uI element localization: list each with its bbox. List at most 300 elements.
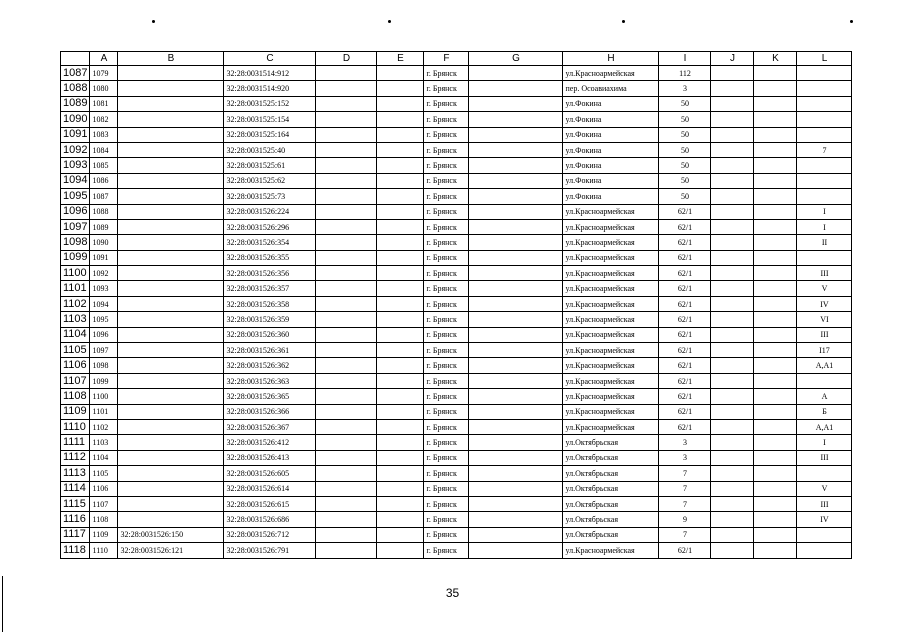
table-cell[interactable]	[377, 419, 424, 434]
table-cell[interactable]: г. Брянск	[424, 512, 469, 527]
table-cell[interactable]	[118, 466, 224, 481]
table-cell[interactable]	[377, 512, 424, 527]
table-cell[interactable]	[316, 112, 377, 127]
row-number-cell[interactable]: 1112	[61, 450, 90, 465]
table-cell[interactable]: ул.Фокина	[563, 142, 659, 157]
table-cell[interactable]: 62/1	[659, 419, 711, 434]
table-cell[interactable]: ул.Октябрьская	[563, 435, 659, 450]
table-cell[interactable]: ул.Красноармейская	[563, 373, 659, 388]
table-cell[interactable]	[754, 358, 797, 373]
table-cell[interactable]: 32:28:0031526:150	[118, 527, 224, 542]
table-cell[interactable]	[711, 527, 754, 542]
table-cell[interactable]: 32:28:0031526:359	[224, 312, 316, 327]
table-cell[interactable]	[118, 496, 224, 511]
table-cell[interactable]: 32:28:0031526:358	[224, 296, 316, 311]
table-cell[interactable]: 1087	[90, 189, 118, 204]
table-cell[interactable]	[469, 373, 563, 388]
table-cell[interactable]	[754, 266, 797, 281]
table-cell[interactable]: г. Брянск	[424, 142, 469, 157]
table-cell[interactable]	[377, 158, 424, 173]
row-number-cell[interactable]: 1111	[61, 435, 90, 450]
table-cell[interactable]	[316, 496, 377, 511]
table-cell[interactable]	[118, 435, 224, 450]
table-cell[interactable]	[118, 142, 224, 157]
table-cell[interactable]	[377, 204, 424, 219]
table-cell[interactable]: г. Брянск	[424, 466, 469, 481]
table-cell[interactable]	[754, 173, 797, 188]
table-cell[interactable]	[797, 127, 852, 142]
table-cell[interactable]: ул.Фокина	[563, 96, 659, 111]
table-cell[interactable]	[754, 343, 797, 358]
table-cell[interactable]	[797, 527, 852, 542]
table-cell[interactable]	[754, 127, 797, 142]
table-cell[interactable]: ул.Красноармейская	[563, 404, 659, 419]
table-cell[interactable]: г. Брянск	[424, 96, 469, 111]
table-cell[interactable]	[118, 358, 224, 373]
table-cell[interactable]	[316, 296, 377, 311]
table-cell[interactable]: г. Брянск	[424, 327, 469, 342]
row-number-cell[interactable]: 1095	[61, 189, 90, 204]
table-cell[interactable]: г. Брянск	[424, 173, 469, 188]
table-cell[interactable]: 1080	[90, 81, 118, 96]
table-cell[interactable]: ул.Красноармейская	[563, 296, 659, 311]
table-cell[interactable]: III	[797, 327, 852, 342]
table-cell[interactable]: г. Брянск	[424, 543, 469, 558]
column-header-g[interactable]: G	[469, 52, 563, 66]
table-cell[interactable]	[377, 327, 424, 342]
table-cell[interactable]	[118, 219, 224, 234]
table-cell[interactable]: г. Брянск	[424, 158, 469, 173]
row-number-cell[interactable]: 1091	[61, 127, 90, 142]
table-cell[interactable]	[316, 281, 377, 296]
table-cell[interactable]	[469, 419, 563, 434]
table-cell[interactable]	[118, 189, 224, 204]
table-cell[interactable]	[711, 373, 754, 388]
table-cell[interactable]: 32:28:0031526:363	[224, 373, 316, 388]
table-cell[interactable]	[469, 112, 563, 127]
table-cell[interactable]	[377, 373, 424, 388]
row-number-cell[interactable]: 1108	[61, 389, 90, 404]
table-cell[interactable]	[711, 296, 754, 311]
table-cell[interactable]	[711, 327, 754, 342]
table-cell[interactable]	[711, 343, 754, 358]
table-cell[interactable]	[377, 142, 424, 157]
table-cell[interactable]: 50	[659, 173, 711, 188]
table-cell[interactable]	[118, 389, 224, 404]
table-cell[interactable]	[469, 281, 563, 296]
table-cell[interactable]	[316, 343, 377, 358]
table-cell[interactable]	[754, 543, 797, 558]
table-cell[interactable]	[377, 450, 424, 465]
table-cell[interactable]	[469, 96, 563, 111]
row-number-cell[interactable]: 1096	[61, 204, 90, 219]
table-cell[interactable]: г. Брянск	[424, 389, 469, 404]
table-cell[interactable]	[797, 66, 852, 81]
table-cell[interactable]: 62/1	[659, 204, 711, 219]
table-cell[interactable]: 1101	[90, 404, 118, 419]
table-cell[interactable]	[754, 512, 797, 527]
table-cell[interactable]	[316, 512, 377, 527]
table-cell[interactable]	[316, 127, 377, 142]
table-cell[interactable]	[118, 296, 224, 311]
table-cell[interactable]: 32:28:0031525:61	[224, 158, 316, 173]
table-cell[interactable]	[377, 527, 424, 542]
table-cell[interactable]: г. Брянск	[424, 250, 469, 265]
table-cell[interactable]: 32:28:0031526:614	[224, 481, 316, 496]
table-cell[interactable]	[754, 389, 797, 404]
table-cell[interactable]	[754, 527, 797, 542]
table-cell[interactable]: г. Брянск	[424, 235, 469, 250]
table-cell[interactable]: 1108	[90, 512, 118, 527]
table-cell[interactable]: 32:28:0031514:920	[224, 81, 316, 96]
column-header-a[interactable]: A	[90, 52, 118, 66]
table-cell[interactable]	[754, 312, 797, 327]
table-cell[interactable]	[316, 266, 377, 281]
table-cell[interactable]: г. Брянск	[424, 343, 469, 358]
table-cell[interactable]: А	[797, 389, 852, 404]
table-cell[interactable]	[754, 419, 797, 434]
table-cell[interactable]: 1092	[90, 266, 118, 281]
table-cell[interactable]: 1098	[90, 358, 118, 373]
row-number-cell[interactable]: 1089	[61, 96, 90, 111]
column-header-l[interactable]: L	[797, 52, 852, 66]
table-cell[interactable]: г. Брянск	[424, 281, 469, 296]
table-cell[interactable]: 1085	[90, 158, 118, 173]
table-cell[interactable]: 62/1	[659, 266, 711, 281]
table-cell[interactable]: г. Брянск	[424, 496, 469, 511]
table-cell[interactable]: 50	[659, 112, 711, 127]
table-cell[interactable]: 1090	[90, 235, 118, 250]
column-header-c[interactable]: C	[224, 52, 316, 66]
table-cell[interactable]: V	[797, 281, 852, 296]
table-cell[interactable]: 1103	[90, 435, 118, 450]
table-cell[interactable]	[711, 481, 754, 496]
row-number-cell[interactable]: 1098	[61, 235, 90, 250]
table-cell[interactable]: г. Брянск	[424, 127, 469, 142]
table-cell[interactable]	[469, 512, 563, 527]
table-cell[interactable]	[711, 435, 754, 450]
table-cell[interactable]	[316, 327, 377, 342]
table-cell[interactable]	[316, 96, 377, 111]
table-cell[interactable]: 50	[659, 158, 711, 173]
table-cell[interactable]	[469, 466, 563, 481]
table-cell[interactable]	[469, 450, 563, 465]
table-cell[interactable]	[469, 250, 563, 265]
table-cell[interactable]	[118, 250, 224, 265]
table-cell[interactable]	[754, 112, 797, 127]
table-cell[interactable]: 32:28:0031525:40	[224, 142, 316, 157]
column-header-k[interactable]: K	[754, 52, 797, 66]
table-cell[interactable]	[797, 250, 852, 265]
table-cell[interactable]	[469, 435, 563, 450]
table-cell[interactable]	[316, 450, 377, 465]
table-cell[interactable]	[754, 66, 797, 81]
table-cell[interactable]	[377, 543, 424, 558]
table-cell[interactable]	[118, 112, 224, 127]
row-number-cell[interactable]: 1099	[61, 250, 90, 265]
row-number-cell[interactable]: 1087	[61, 66, 90, 81]
table-cell[interactable]: 32:28:0031526:413	[224, 450, 316, 465]
table-cell[interactable]: 32:28:0031526:361	[224, 343, 316, 358]
row-number-cell[interactable]: 1107	[61, 373, 90, 388]
table-cell[interactable]	[469, 81, 563, 96]
column-header-h[interactable]: H	[563, 52, 659, 66]
table-cell[interactable]: 50	[659, 127, 711, 142]
table-cell[interactable]: 1109	[90, 527, 118, 542]
table-cell[interactable]: 1107	[90, 496, 118, 511]
table-cell[interactable]	[316, 81, 377, 96]
table-cell[interactable]	[316, 250, 377, 265]
table-cell[interactable]	[377, 250, 424, 265]
table-cell[interactable]: ул.Красноармейская	[563, 358, 659, 373]
table-cell[interactable]	[118, 343, 224, 358]
table-cell[interactable]	[377, 389, 424, 404]
table-cell[interactable]	[316, 219, 377, 234]
row-number-cell[interactable]: 1088	[61, 81, 90, 96]
table-cell[interactable]	[316, 358, 377, 373]
table-cell[interactable]	[711, 112, 754, 127]
table-cell[interactable]: 32:28:0031526:224	[224, 204, 316, 219]
table-cell[interactable]: 1096	[90, 327, 118, 342]
table-cell[interactable]	[797, 189, 852, 204]
table-cell[interactable]	[797, 543, 852, 558]
table-cell[interactable]	[469, 312, 563, 327]
table-cell[interactable]	[118, 173, 224, 188]
table-cell[interactable]	[469, 173, 563, 188]
table-cell[interactable]: 62/1	[659, 235, 711, 250]
table-cell[interactable]: ул.Красноармейская	[563, 281, 659, 296]
row-number-cell[interactable]: 1116	[61, 512, 90, 527]
table-cell[interactable]	[118, 419, 224, 434]
table-cell[interactable]: ул.Красноармейская	[563, 327, 659, 342]
table-cell[interactable]: 62/1	[659, 312, 711, 327]
table-cell[interactable]: ул.Октябрьская	[563, 481, 659, 496]
table-cell[interactable]: 1110	[90, 543, 118, 558]
table-cell[interactable]	[711, 219, 754, 234]
table-cell[interactable]: 62/1	[659, 343, 711, 358]
table-cell[interactable]: 1094	[90, 296, 118, 311]
table-cell[interactable]	[377, 404, 424, 419]
table-cell[interactable]	[377, 312, 424, 327]
table-cell[interactable]: IV	[797, 512, 852, 527]
table-cell[interactable]: 7	[797, 142, 852, 157]
table-cell[interactable]	[316, 235, 377, 250]
table-cell[interactable]: 1100	[90, 389, 118, 404]
table-cell[interactable]: I	[797, 204, 852, 219]
table-cell[interactable]: 32:28:0031526:354	[224, 235, 316, 250]
table-cell[interactable]	[469, 543, 563, 558]
table-cell[interactable]	[797, 96, 852, 111]
table-cell[interactable]: 1106	[90, 481, 118, 496]
table-cell[interactable]	[797, 466, 852, 481]
table-cell[interactable]	[377, 81, 424, 96]
row-number-cell[interactable]: 1106	[61, 358, 90, 373]
table-cell[interactable]: I	[797, 435, 852, 450]
table-cell[interactable]: г. Брянск	[424, 527, 469, 542]
table-cell[interactable]	[377, 219, 424, 234]
table-cell[interactable]: ул.Фокина	[563, 158, 659, 173]
table-cell[interactable]	[469, 343, 563, 358]
table-cell[interactable]	[711, 204, 754, 219]
table-cell[interactable]	[316, 389, 377, 404]
table-cell[interactable]: 1099	[90, 373, 118, 388]
table-cell[interactable]	[377, 173, 424, 188]
table-cell[interactable]	[711, 235, 754, 250]
table-cell[interactable]: 7	[659, 496, 711, 511]
row-number-cell[interactable]: 1105	[61, 343, 90, 358]
table-cell[interactable]	[754, 296, 797, 311]
table-cell[interactable]	[469, 404, 563, 419]
table-cell[interactable]	[711, 389, 754, 404]
table-cell[interactable]	[118, 96, 224, 111]
table-cell[interactable]	[754, 204, 797, 219]
table-cell[interactable]	[469, 189, 563, 204]
table-cell[interactable]	[469, 142, 563, 157]
table-cell[interactable]: 62/1	[659, 296, 711, 311]
table-cell[interactable]: ул.Октябрьская	[563, 527, 659, 542]
table-cell[interactable]: III	[797, 496, 852, 511]
table-cell[interactable]	[711, 266, 754, 281]
table-cell[interactable]: 62/1	[659, 543, 711, 558]
table-cell[interactable]	[711, 358, 754, 373]
table-cell[interactable]	[754, 189, 797, 204]
row-number-cell[interactable]: 1117	[61, 527, 90, 542]
table-cell[interactable]: ул.Красноармейская	[563, 389, 659, 404]
table-cell[interactable]: 32:28:0031526:791	[224, 543, 316, 558]
table-cell[interactable]: 32:28:0031526:712	[224, 527, 316, 542]
table-cell[interactable]	[469, 235, 563, 250]
table-cell[interactable]: 32:28:0031525:62	[224, 173, 316, 188]
table-cell[interactable]	[469, 481, 563, 496]
table-cell[interactable]	[377, 296, 424, 311]
table-cell[interactable]	[316, 543, 377, 558]
table-cell[interactable]: г. Брянск	[424, 266, 469, 281]
table-cell[interactable]: 7	[659, 466, 711, 481]
row-number-cell[interactable]: 1097	[61, 219, 90, 234]
table-cell[interactable]: II	[797, 235, 852, 250]
table-cell[interactable]	[316, 435, 377, 450]
table-cell[interactable]: 1097	[90, 343, 118, 358]
table-cell[interactable]	[118, 281, 224, 296]
table-cell[interactable]	[754, 219, 797, 234]
row-number-cell[interactable]: 1113	[61, 466, 90, 481]
table-cell[interactable]	[377, 496, 424, 511]
table-cell[interactable]: 62/1	[659, 250, 711, 265]
table-cell[interactable]: г. Брянск	[424, 404, 469, 419]
table-cell[interactable]: 32:28:0031526:367	[224, 419, 316, 434]
table-cell[interactable]: 50	[659, 96, 711, 111]
table-cell[interactable]	[469, 204, 563, 219]
table-cell[interactable]: 62/1	[659, 281, 711, 296]
table-cell[interactable]	[316, 173, 377, 188]
table-cell[interactable]	[377, 281, 424, 296]
table-cell[interactable]	[754, 142, 797, 157]
table-cell[interactable]	[711, 66, 754, 81]
table-cell[interactable]	[711, 158, 754, 173]
table-cell[interactable]	[377, 435, 424, 450]
table-cell[interactable]	[711, 450, 754, 465]
table-cell[interactable]: 1081	[90, 96, 118, 111]
table-cell[interactable]: 32:28:0031526:605	[224, 466, 316, 481]
row-number-cell[interactable]: 1104	[61, 327, 90, 342]
table-cell[interactable]	[118, 327, 224, 342]
table-cell[interactable]	[711, 127, 754, 142]
table-cell[interactable]	[118, 404, 224, 419]
row-number-cell[interactable]: 1118	[61, 543, 90, 558]
table-cell[interactable]	[377, 189, 424, 204]
table-cell[interactable]	[711, 281, 754, 296]
table-cell[interactable]: 1079	[90, 66, 118, 81]
table-cell[interactable]	[797, 173, 852, 188]
table-cell[interactable]: III	[797, 450, 852, 465]
table-cell[interactable]: 1105	[90, 466, 118, 481]
table-cell[interactable]	[377, 358, 424, 373]
table-cell[interactable]: 62/1	[659, 358, 711, 373]
table-cell[interactable]: 1091	[90, 250, 118, 265]
table-cell[interactable]: I	[797, 219, 852, 234]
table-cell[interactable]	[118, 81, 224, 96]
row-number-cell[interactable]: 1100	[61, 266, 90, 281]
table-cell[interactable]: ул.Красноармейская	[563, 66, 659, 81]
table-cell[interactable]: Б	[797, 404, 852, 419]
table-cell[interactable]	[316, 66, 377, 81]
table-cell[interactable]: 1088	[90, 204, 118, 219]
table-cell[interactable]: 1084	[90, 142, 118, 157]
column-header-d[interactable]: D	[316, 52, 377, 66]
table-cell[interactable]	[797, 112, 852, 127]
table-cell[interactable]: ул.Октябрьская	[563, 466, 659, 481]
table-cell[interactable]: IV	[797, 296, 852, 311]
table-cell[interactable]: 62/1	[659, 219, 711, 234]
table-cell[interactable]: III	[797, 266, 852, 281]
table-cell[interactable]: 32:28:0031526:356	[224, 266, 316, 281]
table-cell[interactable]	[797, 81, 852, 96]
table-cell[interactable]	[711, 466, 754, 481]
table-cell[interactable]	[316, 158, 377, 173]
table-cell[interactable]	[377, 466, 424, 481]
table-cell[interactable]: 32:28:0031525:154	[224, 112, 316, 127]
table-cell[interactable]: ул.Фокина	[563, 189, 659, 204]
row-number-cell[interactable]: 1092	[61, 142, 90, 157]
table-cell[interactable]: ул.Октябрьская	[563, 496, 659, 511]
table-cell[interactable]: г. Брянск	[424, 219, 469, 234]
table-cell[interactable]: 50	[659, 142, 711, 157]
table-cell[interactable]	[118, 204, 224, 219]
table-cell[interactable]: 7	[659, 527, 711, 542]
table-cell[interactable]	[754, 235, 797, 250]
table-cell[interactable]	[754, 450, 797, 465]
table-cell[interactable]: ул.Фокина	[563, 112, 659, 127]
table-cell[interactable]	[797, 158, 852, 173]
column-header-b[interactable]: B	[118, 52, 224, 66]
table-cell[interactable]	[711, 512, 754, 527]
table-cell[interactable]: ул.Красноармейская	[563, 543, 659, 558]
table-cell[interactable]: А,А1	[797, 358, 852, 373]
column-header-i[interactable]: I	[659, 52, 711, 66]
table-cell[interactable]: 1083	[90, 127, 118, 142]
table-cell[interactable]: I17	[797, 343, 852, 358]
table-cell[interactable]: 62/1	[659, 373, 711, 388]
table-cell[interactable]: ул.Красноармейская	[563, 204, 659, 219]
column-header-f[interactable]: F	[424, 52, 469, 66]
table-cell[interactable]	[711, 312, 754, 327]
table-cell[interactable]	[754, 481, 797, 496]
row-number-cell[interactable]: 1110	[61, 419, 90, 434]
table-cell[interactable]: 7	[659, 481, 711, 496]
table-cell[interactable]: 32:28:0031526:355	[224, 250, 316, 265]
table-cell[interactable]: 1089	[90, 219, 118, 234]
table-cell[interactable]: VI	[797, 312, 852, 327]
